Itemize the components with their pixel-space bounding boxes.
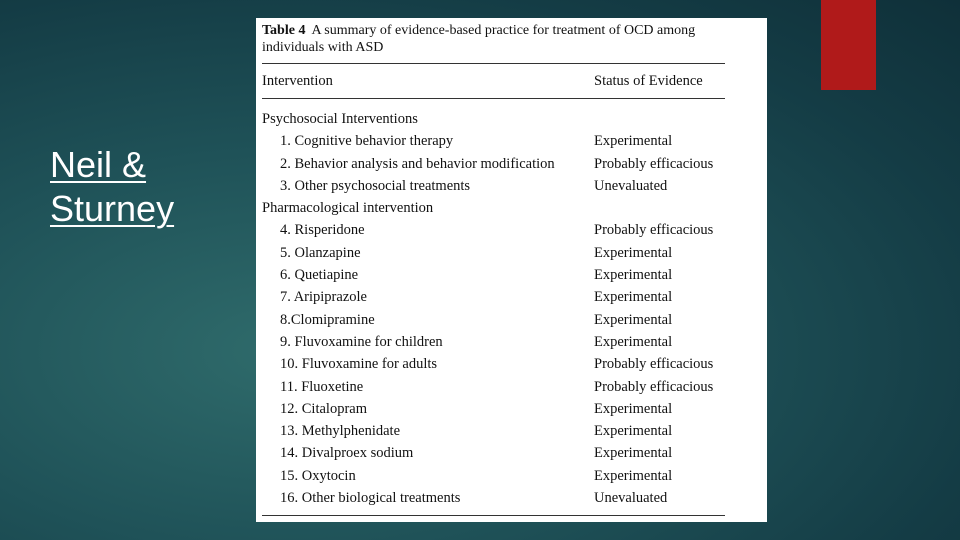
table-row (262, 309, 732, 331)
intervention-cell: 2. Behavior analysis and behavior modification (280, 155, 555, 172)
intervention-cell: 6. Quetiapine (280, 267, 359, 284)
intervention-cell: 15. Oxytocin (280, 467, 356, 484)
status-cell: Experimental (594, 311, 673, 328)
red-accent-bar (821, 0, 876, 90)
column-header-intervention: Intervention (262, 73, 333, 89)
table-row (262, 331, 732, 353)
evidence-table-image (256, 18, 767, 522)
table-row (262, 242, 732, 264)
table-bottom-rule (262, 515, 725, 516)
status-cell: Experimental (594, 133, 673, 150)
table-row (262, 376, 732, 398)
status-cell: Experimental (594, 267, 673, 284)
intervention-cell: 4. Risperidone (280, 222, 365, 239)
table-section-row (262, 108, 732, 130)
column-header-status: Status of Evidence (594, 73, 703, 89)
intervention-cell: 14. Divalproex sodium (280, 445, 414, 462)
intervention-cell: 16. Other biological treatments (280, 490, 461, 507)
status-cell: Experimental (594, 400, 673, 417)
table-caption-label: Table 4 (262, 23, 306, 38)
table-row (262, 398, 732, 420)
intervention-cell: 13. Methylphenidate (280, 423, 401, 440)
status-cell: Unevaluated (594, 490, 668, 507)
table-top-rule (262, 63, 725, 64)
table-section-row (262, 197, 732, 219)
status-cell: Experimental (594, 244, 673, 261)
table-row (262, 442, 732, 464)
table-row (262, 219, 732, 241)
slide-title-line-1: Neil & (50, 144, 147, 185)
status-cell: Probably efficacious (594, 155, 714, 172)
status-cell: Probably efficacious (594, 356, 714, 373)
intervention-cell: 12. Citalopram (280, 400, 367, 417)
table-caption (262, 22, 742, 56)
table-row (262, 286, 732, 308)
intervention-cell: 11. Fluoxetine (280, 378, 364, 395)
intervention-cell: 10. Fluvoxamine for adults (280, 356, 438, 373)
intervention-cell: 8.Clomipramine (280, 311, 375, 328)
table-header-rule (262, 98, 725, 99)
intervention-cell: 7. Aripiprazole (280, 289, 367, 306)
status-cell: Experimental (594, 445, 673, 462)
status-cell: Experimental (594, 423, 673, 440)
status-cell: Probably efficacious (594, 222, 714, 239)
table-row (262, 487, 732, 509)
table-row (262, 153, 732, 175)
intervention-cell: Psychosocial Interventions (262, 111, 418, 127)
status-cell: Experimental (594, 467, 673, 484)
table-row (262, 465, 732, 487)
table-row (262, 264, 732, 286)
table-row (262, 420, 732, 442)
status-cell: Experimental (594, 333, 673, 350)
intervention-cell: Pharmacological intervention (262, 200, 434, 217)
status-cell: Experimental (594, 289, 673, 306)
status-cell: Probably efficacious (594, 378, 714, 395)
status-cell: Unevaluated (594, 177, 668, 194)
intervention-cell: 9. Fluvoxamine for children (280, 333, 443, 350)
intervention-cell: 1. Cognitive behavior therapy (280, 133, 454, 150)
table-body (262, 108, 732, 509)
intervention-cell: 3. Other psychosocial treatments (280, 177, 471, 194)
slide-title-line-2: Sturney (50, 188, 175, 229)
slide-title (50, 143, 230, 231)
table-row (262, 175, 732, 197)
table-row (262, 353, 732, 375)
intervention-cell: 5. Olanzapine (280, 244, 361, 261)
table-row (262, 130, 732, 152)
table-caption-text: A summary of evidence-based practice for treatment of OCD among individuals with ASD (262, 23, 696, 55)
